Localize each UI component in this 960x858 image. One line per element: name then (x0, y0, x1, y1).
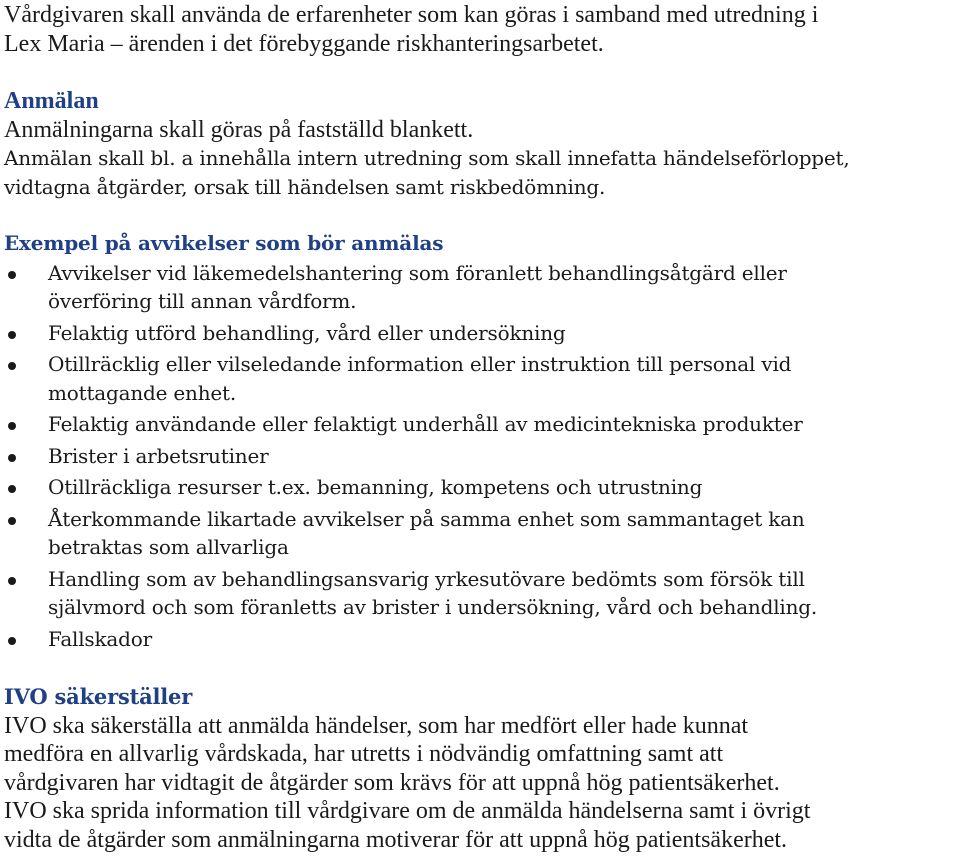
list-item-line: Brister i arbetsrutiner (48, 443, 269, 468)
list-item-line: Handling som av behandlingsansvarig yrkesutövare bedömts som försök till (48, 566, 805, 591)
list-item (4, 625, 956, 654)
list-item (4, 473, 956, 502)
list-item (4, 565, 956, 622)
bullet-icon (8, 454, 16, 462)
examples-list (4, 259, 956, 654)
list-item-line: Otillräcklig eller vilseledande information eller instruktion till personal vid (48, 352, 792, 376)
ivo-line-4: IVO ska sprida information till vårdgivare om de anmälda händelserna samt i övrigt (4, 798, 811, 824)
list-item (4, 442, 956, 471)
list-item-line: självmord och som föranletts av brister i undersökning, vård och behandling. (48, 595, 818, 619)
list-item-line: Otillräckliga resurser t.ex. bemanning, kompetens och utrustning (48, 475, 703, 499)
list-item (4, 259, 956, 316)
list-item-line: Fallskador (48, 626, 152, 651)
intro-line-2: Lex Maria – ärenden i det förebyggande riskhanteringsarbetet. (4, 30, 604, 57)
bullet-icon (8, 271, 16, 279)
intro-line-1: Vårdgivaren skall använda de erfarenheter som kan göras i samband med utredning i (4, 2, 819, 28)
bullet-icon (8, 637, 16, 645)
bullet-icon (8, 331, 16, 339)
intro-section (4, 1, 956, 58)
bullet-icon (8, 517, 16, 525)
bullet-icon (8, 422, 16, 430)
list-item-line: överföring till annan vårdform. (48, 289, 357, 313)
anmalan-line-2: Anmälan skall bl. a innehålla intern utredning som skall innefatta händelseförloppet, (4, 146, 850, 170)
examples-section (4, 229, 956, 656)
list-item-line: Felaktig användande eller felaktigt underhåll av medicintekniska produkter (48, 412, 803, 436)
list-item-line: mottagande enhet. (48, 380, 237, 405)
bullet-icon (8, 362, 16, 370)
ivo-line-2: medföra en allvarlig vårdskada, har utretts i nödvändig omfattning samt att (4, 741, 724, 767)
list-item (4, 410, 956, 439)
ivo-section (4, 683, 956, 854)
anmalan-line-1: Anmälningarna skall göras på fastställd blankett. (4, 116, 474, 143)
list-item (4, 505, 956, 562)
anmalan-line-3: vidtagna åtgärder, orsak till händelsen samt riskbedömning. (4, 174, 606, 199)
list-item (4, 350, 956, 407)
list-item (4, 319, 956, 348)
list-item-line: Felaktig utförd behandling, vård eller undersökning (48, 320, 566, 345)
bullet-icon (8, 577, 16, 585)
ivo-line-5: vidta de åtgärder som anmälningarna motiverar för att uppnå hög patientsäkerhet. (4, 826, 788, 853)
anmalan-heading: Anmälan (4, 88, 99, 114)
list-item-line: Återkommande likartade avvikelser på samma enhet som sammantaget kan (48, 506, 805, 531)
bullet-icon (8, 485, 16, 493)
anmalan-section (4, 87, 956, 201)
list-item-line: betraktas som allvarliga (48, 535, 289, 559)
ivo-line-1: IVO ska säkerställa att anmälda händelser, som har medfört eller hade kunnat (4, 712, 749, 739)
ivo-line-3: vårdgivaren har vidtagit de åtgärder som krävs för att uppnå hög patientsäkerhet. (4, 769, 780, 796)
examples-heading: Exempel på avvikelser som bör anmälas (4, 231, 444, 255)
list-item-line: Avvikelser vid läkemedelshantering som föranlett behandlingsåtgärd eller (48, 260, 787, 285)
ivo-heading: IVO säkerställer (4, 684, 193, 709)
